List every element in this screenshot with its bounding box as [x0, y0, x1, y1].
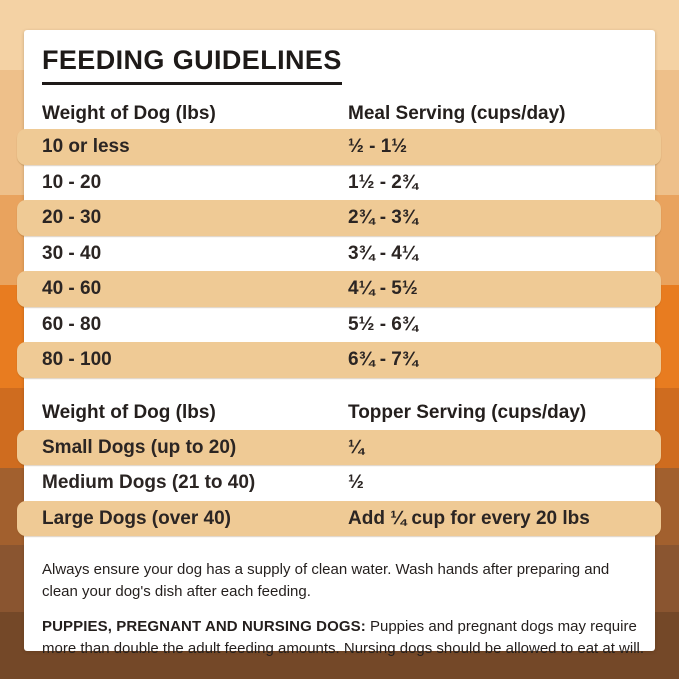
weight-cell: Medium Dogs (21 to 40)	[42, 472, 256, 494]
page-title: FEEDING GUIDELINES	[42, 46, 342, 85]
weight-cell: 60 - 80	[42, 313, 102, 335]
serving-cell: 3¾ - 4¼	[348, 242, 418, 264]
weight-cell: 40 - 60	[42, 278, 102, 300]
serving-cell: ½ - 1½	[348, 136, 408, 158]
weight-cell: Large Dogs (over 40)	[42, 507, 231, 529]
weight-cell: 20 - 30	[42, 207, 102, 229]
topper-table	[42, 430, 637, 537]
serving-cell: 5½ - 6¾	[348, 313, 418, 335]
table-row	[17, 271, 661, 307]
weight-cell: 80 - 100	[42, 349, 112, 371]
puppies-note-label: PUPPIES, PREGNANT AND NURSING DOGS:	[42, 618, 366, 636]
weight-cell: 10 or less	[42, 136, 130, 158]
table-row	[17, 236, 661, 272]
puppies-note-text: Puppies and pregnant dogs may require more than double the adult feeding amounts. Nursing dogs should be allowed to eat at will.	[42, 618, 645, 658]
weight-cell: 30 - 40	[42, 242, 102, 264]
meal-col-serving-header: Meal Serving (cups/day)	[348, 102, 566, 124]
topper-table-header	[42, 397, 637, 430]
weight-cell: 10 - 20	[42, 171, 102, 193]
table-row	[17, 307, 661, 343]
table-row	[17, 200, 661, 236]
footnotes	[42, 559, 648, 660]
feeding-guidelines-panel	[24, 30, 655, 658]
table-row	[17, 501, 661, 537]
table-row	[17, 465, 661, 501]
serving-cell: 1½ - 2¾	[348, 171, 418, 193]
water-note: Always ensure your dog has a supply of clean water. Wash hands after preparing and clean your dog's dish after each feeding.	[42, 561, 610, 601]
serving-cell: ¼	[348, 436, 364, 458]
serving-cell: 6¾ - 7¾	[348, 349, 418, 371]
meal-col-weight-header: Weight of Dog (lbs)	[42, 102, 216, 124]
table-row	[17, 342, 661, 378]
topper-col-serving-header: Topper Serving (cups/day)	[348, 402, 587, 424]
serving-cell: ½	[348, 472, 364, 494]
serving-cell: 2¾ - 3¾	[348, 207, 418, 229]
weight-cell: Small Dogs (up to 20)	[42, 436, 237, 458]
table-row	[17, 165, 661, 201]
meal-table-header	[42, 98, 637, 129]
table-row	[17, 129, 661, 165]
table-row	[17, 430, 661, 466]
topper-col-weight-header: Weight of Dog (lbs)	[42, 402, 216, 424]
serving-cell: 4¼ - 5½	[348, 278, 418, 300]
puppies-note	[42, 616, 648, 660]
serving-cell: Add ¼ cup for every 20 lbs	[348, 507, 590, 529]
meal-table	[42, 129, 637, 378]
